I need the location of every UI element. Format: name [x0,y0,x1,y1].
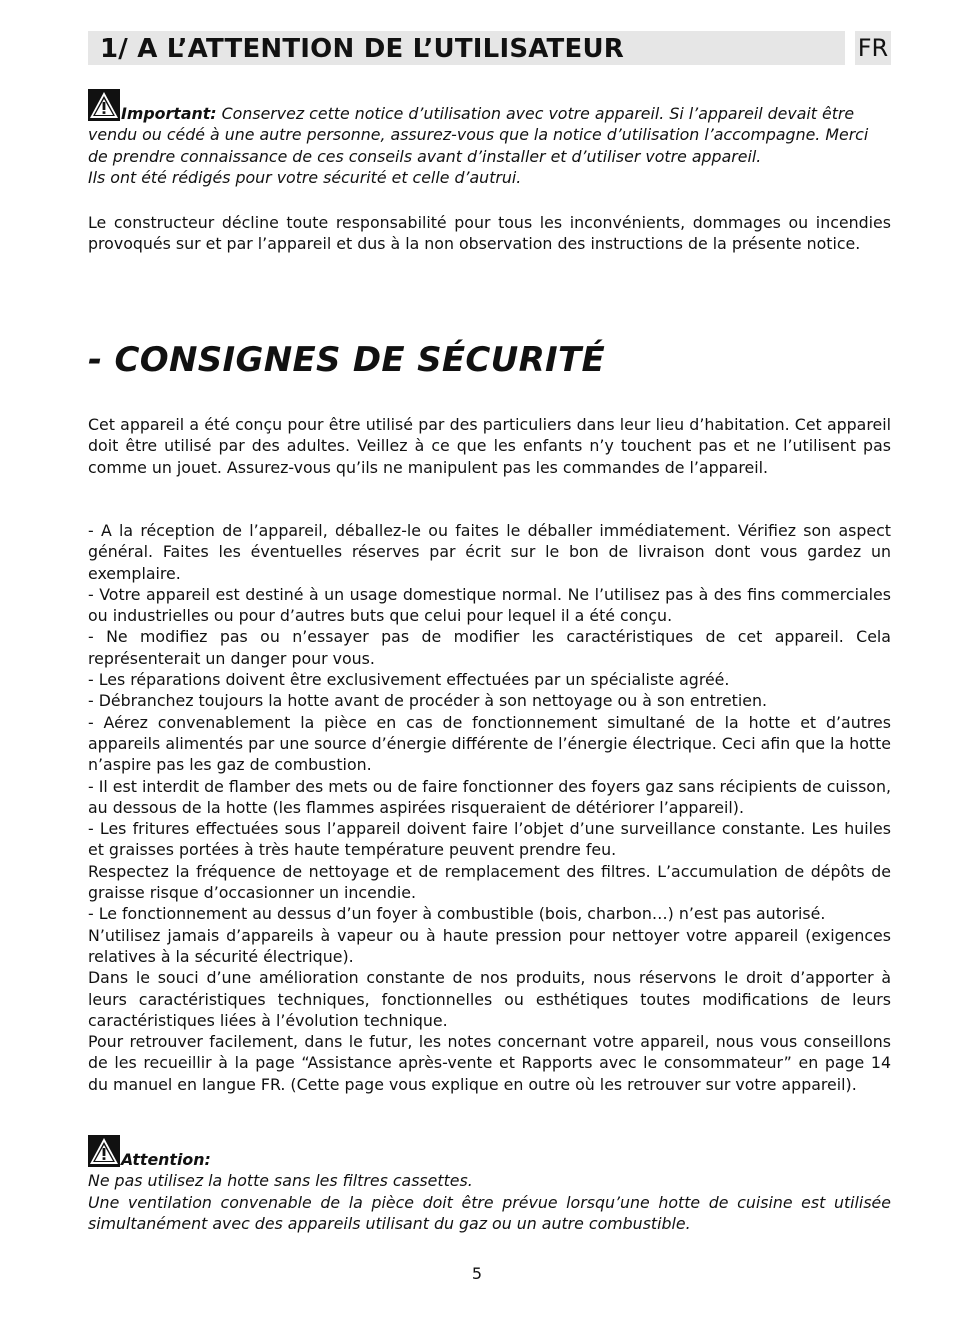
rule-item: Respectez la fréquence de nettoyage et de remplacement des filtres. L’accumulation de dépôts de graisse risque d’occasionner un incendie. [88,861,891,903]
important-notice [88,89,891,188]
warning-triangle-icon [88,1135,120,1167]
attention-notice [88,1135,891,1234]
attention-line-1: Ne pas utilisez la hotte sans les filtres cassettes. [88,1171,473,1191]
rule-item: - Ne modifiez pas ou n’essayer pas de modifier les caractéristiques de cet appareil. Cela représenterait un danger pour vous. [88,627,891,668]
intro-text: Cet appareil a été conçu pour être utilisé par des particuliers dans leur lieu d’habitation. Cet appareil doit être utilisé par des adultes. Veillez à ce que les enfants n’y touchent pas et ne l’utilisent pas comme un jouet. Assurez-vous qu’ils ne manipulent pas les commandes de l’appareil. [88,415,891,477]
rule-item: - Votre appareil est destiné à un usage domestique normal. Ne l’utilisez pas à des fins commerciales ou industrielles ou pour d’autres buts que celui pour lequel il a été conçu. [88,584,891,626]
rule-item: - Il est interdit de flamber des mets ou de faire fonctionner des foyers gaz sans récipients de cuisson, au dessous de la hotte (les flammes aspirées risqueraient de détériorer l’appareil). [88,776,891,817]
rule-item: - Les fritures effectuées sous l’appareil doivent faire l’objet d’une surveillance constante. Les huiles et graisses portées à très haute température peuvent prendre feu. [88,819,891,860]
rule-item: - Les réparations doivent être exclusivement effectuées par un spécialiste agréé. [88,670,730,690]
rule-item: Pour retrouver facilement, dans le futur, les notes concernant votre appareil, nous vous conseillons de les recueillir à la page “Assistance après-vente et Rapports avec le consommateur” en page 14 du manuel en langue FR. (Cette page vous explique en outre où les retrouver sur votre appareil). [88,1032,891,1094]
rule-item: - Le fonctionnement au dessus d’un foyer à combustible (bois, charbon…) n’est pas autorisé. [88,904,826,924]
safety-rules [88,520,891,1095]
intro-paragraph [88,414,891,478]
attention-heading [88,1135,891,1170]
disclaimer-text: Le constructeur décline toute responsabilité pour tous les inconvénients, dommages ou incendies provoqués sur et par l’appareil et dus à la non observation des instructions de la présente notice. [88,213,891,254]
important-paragraph [88,89,891,167]
section-header-title: 1/ A L’ATTENTION DE L’UTILISATEUR [100,34,624,64]
warning-triangle-icon [88,89,120,121]
rule-item: - Débranchez toujours la hotte avant de procéder à son nettoyage ou à son entretien. [88,691,767,711]
section-title: - CONSIGNES DE SÉCURITÉ [88,340,606,380]
rule-item: Dans le souci d’une amélioration constante de nos produits, nous réservons le droit d’apporter à leurs caractéristiques techniques, fonctionnelles ou esthétiques toutes modifications de leurs caractéristiques liées à l’évolution technique. [88,968,891,1030]
language-tag: FR [855,31,891,65]
page-number: 5 [471,1264,483,1283]
disclaimer-paragraph [88,212,891,255]
attention-label: Attention: [121,1150,211,1169]
important-text-2: Ils ont été rédigés pour votre sécurité et celle d’autrui. [88,167,522,187]
important-label: Important: [121,104,217,123]
section-header [88,31,845,65]
rule-item: N’utilisez jamais d’appareils à vapeur ou à haute pression pour nettoyer votre appareil (exigences relatives à la sécurité électrique). [88,925,891,966]
attention-line-2: Une ventilation convenable de la pièce doit être prévue lorsqu’une hotte de cuisine est utilisée simultanément avec des appareils utilisant du gaz ou un autre combustible. [88,1192,891,1233]
rule-item: - A la réception de l’appareil, déballez-le ou faites le déballer immédiatement. Vérifiez son aspect général. Faites les éventuelles réserves par écrit sur le bon de livraison dont vous gardez un exemplaire. [88,521,891,583]
rule-item: - Aérez convenablement la pièce en cas de fonctionnement simultané de la hotte et d’autres appareils alimentés par une source d’énergie différente de l’énergie électrique. Ceci afin que la hotte n’aspire pas les gaz de combustion. [88,712,891,775]
important-text: Conservez cette notice d’utilisation avec votre appareil. Si l’appareil devait être vendu ou cédé à une autre personne, assurez-vous que la notice d’utilisation l’accompagne. Merci de prendre connaissance de ces conseils avant d’installer et d’utiliser votre appareil. [88,104,869,166]
